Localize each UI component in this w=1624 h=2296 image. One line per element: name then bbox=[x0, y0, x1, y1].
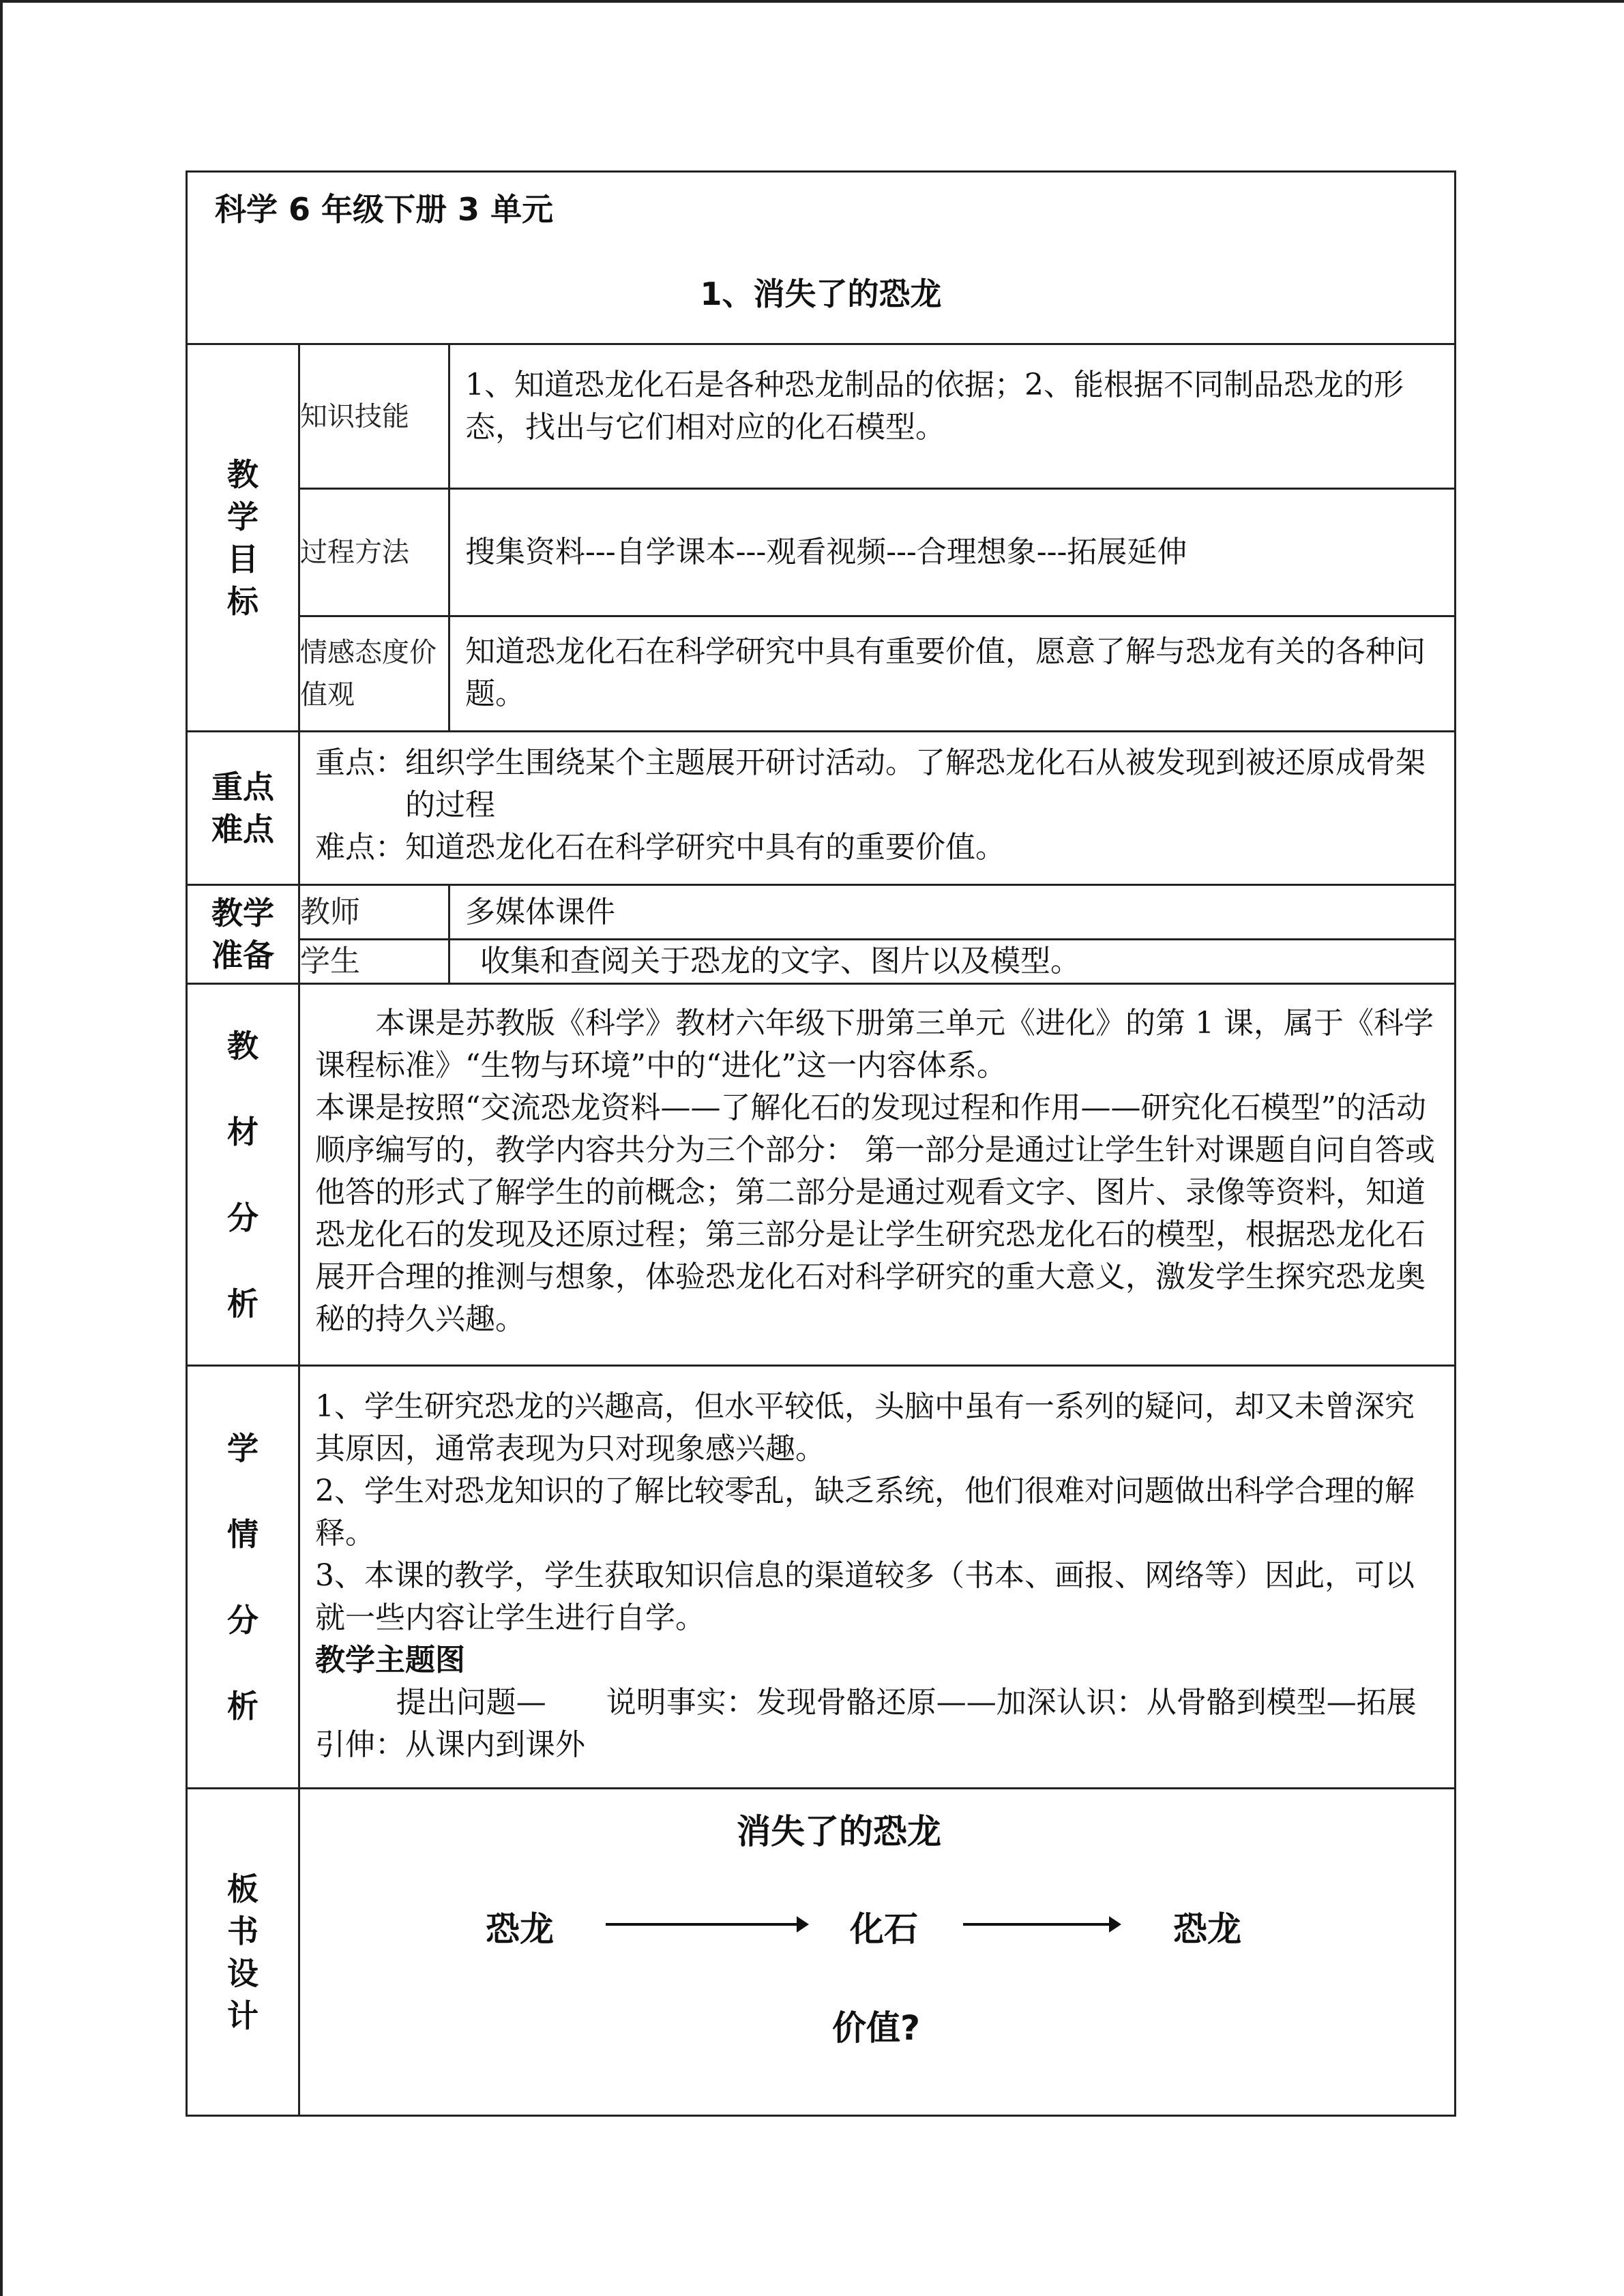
board-node-dinosaur-2: 恐龙 bbox=[1173, 1909, 1241, 1949]
textbook-analysis-label: 教 材 分 析 bbox=[187, 984, 299, 1366]
preparation-label: 教学 准备 bbox=[187, 885, 299, 984]
board-node-fossil: 化石 bbox=[850, 1909, 918, 1949]
objective-attitude-text: 知道恐龙化石在科学研究中具有重要价值，愿意了解与恐龙有关的各种问题。 bbox=[449, 616, 1456, 732]
board-design-content bbox=[299, 1789, 1456, 2116]
header-cell bbox=[187, 172, 1456, 344]
textbook-para-2: 本课是按照“交流恐龙资料——了解化石的发现过程和作用——研究化石模型”的活动顺序编写的，教学内容共分为三个部分： 第一部分是通过让学生针对课题自问自答或他答的形式了解学生的前概念；第二部分是通过观看文字、图片、录像等资料，知道恐龙化石的发现及还原过程；第三部分是让学生研究恐龙化石的模型，根据恐龙化石展开合理的推测与想象，体验恐龙化石对科学研究的重大意义，激发学生探究恐龙奥秘的持久兴趣。 bbox=[315, 1090, 1435, 1337]
student-analysis-content bbox=[299, 1366, 1456, 1789]
board-value: 价值? bbox=[832, 2008, 921, 2048]
board-design-label: 板 书 设 计 bbox=[187, 1789, 299, 2116]
prep-teacher-label: 教师 bbox=[299, 885, 449, 940]
objective-knowledge-text: 1、知道恐龙化石是各种恐龙制品的依据；2、能根据不同制品恐龙的形态，找出与它们相对应的化石模型。 bbox=[449, 344, 1456, 489]
student-item-1: 1、学生研究恐龙的兴趣高，但水平较低，头脑中虽有一系列的疑问，却又未曾深究其原因，通常表现为只对现象感兴趣。 bbox=[315, 1389, 1415, 1466]
keypoints-label: 重点 难点 bbox=[187, 732, 299, 885]
lesson-title: 1、消失了的恐龙 bbox=[700, 275, 942, 312]
lesson-plan-table bbox=[186, 170, 1456, 2117]
student-analysis-label: 学 情 分 析 bbox=[187, 1366, 299, 1789]
prep-student-text: 收集和查阅关于恐龙的文字、图片以及模型。 bbox=[449, 940, 1456, 984]
keypoints-content bbox=[299, 732, 1456, 885]
board-arrow-2 bbox=[963, 1923, 1116, 1926]
objective-knowledge-label: 知识技能 bbox=[299, 344, 449, 489]
difficulty-line: 难点： 知道恐龙化石在科学研究中具有的重要价值。 bbox=[315, 830, 1005, 865]
board-node-dinosaur: 恐龙 bbox=[486, 1909, 554, 1949]
course-title: 科学 6 年级下册 3 单元 bbox=[215, 191, 554, 228]
textbook-analysis-content bbox=[299, 984, 1456, 1366]
page-border-left bbox=[0, 0, 3, 2296]
prep-student-label: 学生 bbox=[299, 940, 449, 984]
objective-attitude-label: 情感态度价值观 bbox=[299, 616, 449, 732]
objective-process-label: 过程方法 bbox=[299, 489, 449, 616]
textbook-para-1: 本课是苏教版《科学》教材六年级下册第三单元《进化》的第 1 课，属于《科学课程标准》“生物与环境”中的“进化”这一内容体系。 bbox=[315, 1006, 1434, 1083]
theme-text: 提出问题— 说明事实：发现骨骼还原——加深认识：从骨骼到模型—拓展引伸：从课内到课外 bbox=[315, 1685, 1417, 1762]
board-diagram bbox=[300, 1789, 1454, 2110]
theme-heading: 教学主题图 bbox=[315, 1643, 465, 1678]
page-border-top bbox=[0, 0, 1624, 3]
board-arrow-1 bbox=[606, 1923, 803, 1926]
objective-process-text: 搜集资料---自学课本---观看视频---合理想象---拓展延伸 bbox=[449, 489, 1456, 616]
prep-teacher-text: 多媒体课件 bbox=[449, 885, 1456, 940]
board-title: 消失了的恐龙 bbox=[737, 1812, 941, 1851]
objectives-label: 教 学 目 标 bbox=[187, 344, 299, 732]
student-item-3: 3、本课的教学，学生获取知识信息的渠道较多（书本、画报、网络等）因此，可以就一些内容让学生进行自学。 bbox=[315, 1558, 1415, 1635]
focus-line: 重点： 组织学生围绕某个主题展开研讨活动。了解恐龙化石从被发现到被还原成骨架的过程 bbox=[315, 745, 1426, 822]
student-item-2: 2、学生对恐龙知识的了解比较零乱，缺乏系统，他们很难对问题做出科学合理的解释。 bbox=[315, 1474, 1415, 1551]
